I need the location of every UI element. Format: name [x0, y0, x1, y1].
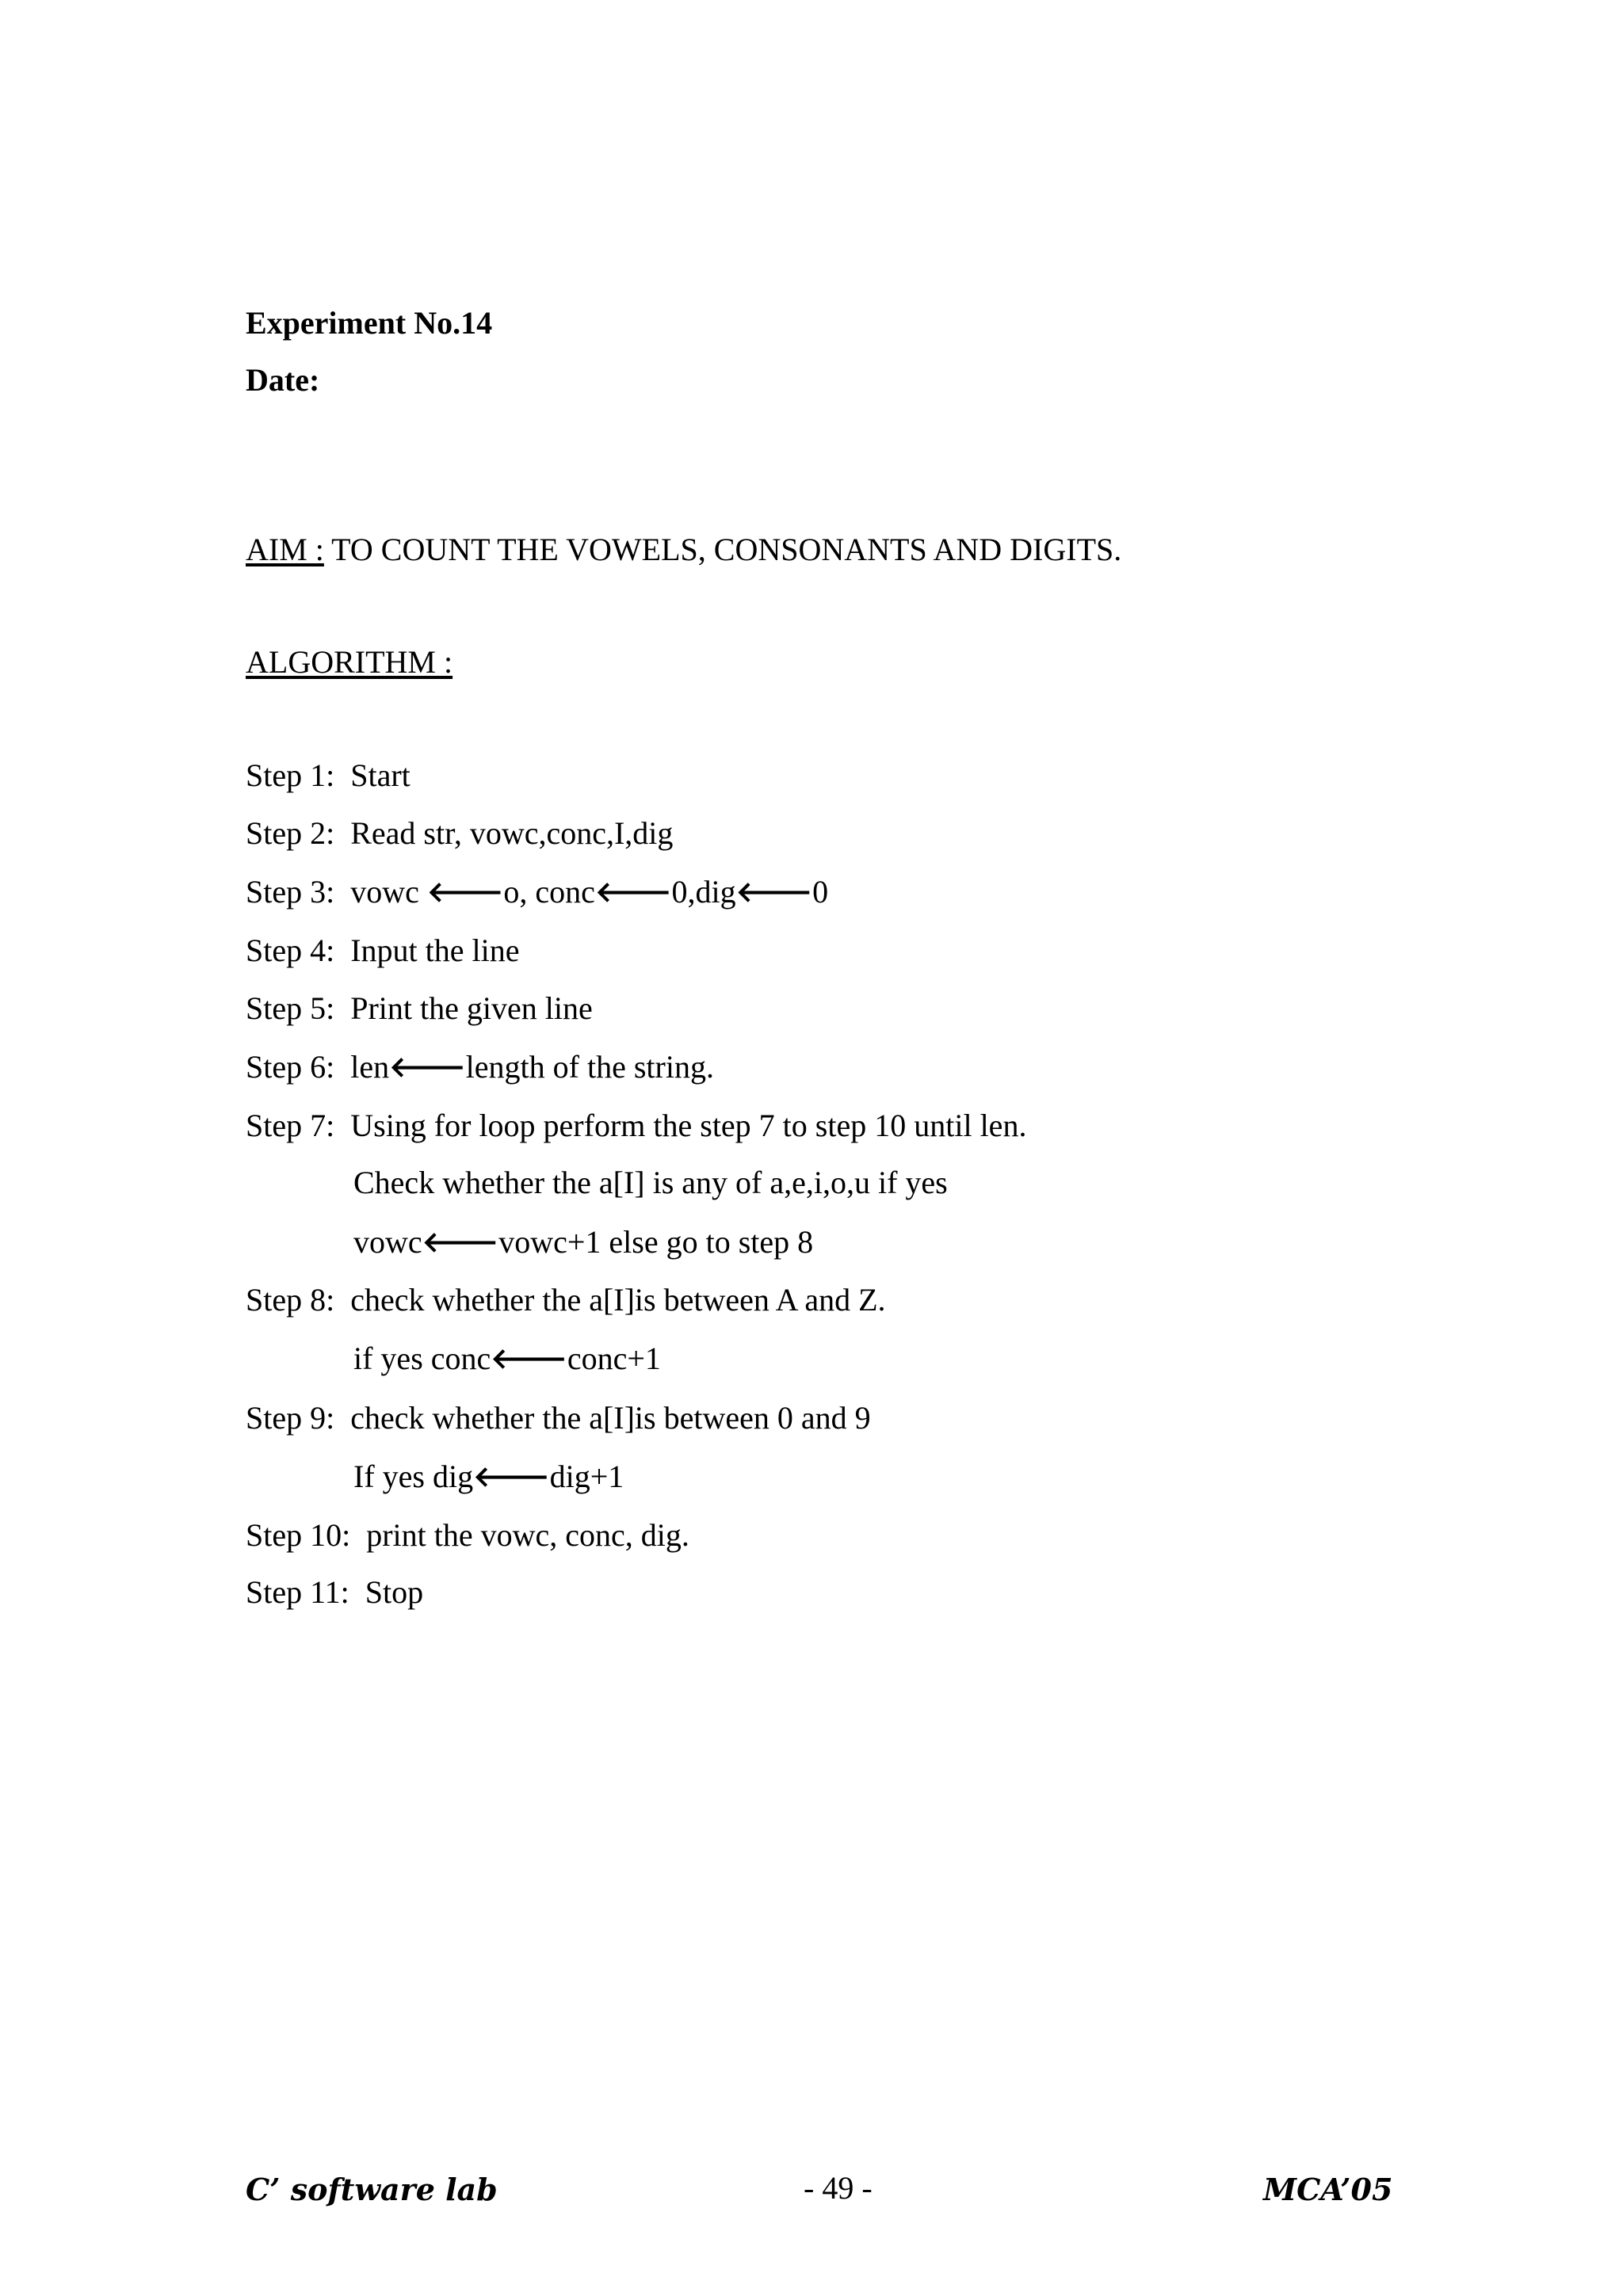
step-text: if yes conc — [353, 1341, 491, 1376]
page-number: - 49 - — [804, 2170, 873, 2206]
left-arrow-icon: 🡐 — [473, 1461, 550, 1493]
step-text: o, conc — [503, 874, 595, 910]
step-label: Step 5: — [246, 990, 335, 1026]
left-arrow-icon: 🡐 — [426, 876, 504, 909]
step-3 — [246, 873, 828, 912]
step-label: Step 8: — [246, 1282, 335, 1318]
step-9 — [246, 1399, 871, 1437]
step-9-continuation — [353, 1458, 624, 1497]
step-label: Step 9: — [246, 1400, 335, 1436]
step-6 — [246, 1048, 714, 1087]
left-arrow-icon: 🡐 — [735, 876, 813, 909]
step-11 — [246, 1573, 423, 1611]
step-text: 0,dig — [671, 874, 736, 910]
footer-left: C’ software lab — [246, 2172, 498, 2207]
step-text: If yes dig — [353, 1459, 474, 1494]
step-text: check whether the a[I]is between 0 and 9 — [350, 1400, 871, 1436]
step-label: Step 6: — [246, 1049, 335, 1085]
step-7-continuation-2 — [353, 1223, 813, 1262]
step-label: Step 2: — [246, 815, 335, 851]
step-label: Step 7: — [246, 1108, 335, 1143]
step-label: Step 10: — [246, 1517, 351, 1553]
step-text: check whether the a[I]is between A and Z. — [350, 1282, 886, 1318]
step-text: len — [350, 1049, 390, 1085]
step-label: Step 1: — [246, 757, 335, 793]
step-text: Stop — [365, 1574, 424, 1610]
step-8 — [246, 1281, 886, 1319]
step-text: dig+1 — [549, 1459, 624, 1494]
left-arrow-icon: 🡐 — [491, 1343, 567, 1375]
experiment-title: Experiment No.14 — [246, 305, 493, 341]
step-text: vowc — [350, 874, 427, 910]
step-text: Read str, vowc,conc,I,dig — [350, 815, 674, 851]
footer-right: MCA’05 — [1263, 2172, 1393, 2207]
step-8-continuation — [353, 1340, 661, 1379]
step-text: Start — [350, 757, 411, 793]
step-text: conc+1 — [567, 1341, 661, 1376]
aim-text: TO COUNT THE VOWELS, CONSONANTS AND DIGITS. — [331, 532, 1122, 567]
step-label: Step 11: — [246, 1574, 349, 1610]
step-text: vowc — [353, 1224, 422, 1260]
step-label: Step 4: — [246, 933, 335, 968]
step-text: Using for loop perform the step 7 to step 10 until len. — [350, 1108, 1027, 1143]
step-text: Print the given line — [350, 990, 593, 1026]
date-label: Date: — [246, 362, 320, 398]
step-label: Step 3: — [246, 874, 335, 910]
step-text: vowc+1 else go to step 8 — [498, 1224, 814, 1260]
left-arrow-icon: 🡐 — [422, 1226, 499, 1259]
aim-label: AIM : — [246, 532, 324, 567]
step-7 — [246, 1107, 1026, 1145]
step-2 — [246, 814, 673, 852]
step-1 — [246, 757, 411, 795]
step-10 — [246, 1516, 689, 1554]
step-text: Input the line — [350, 933, 520, 968]
step-5 — [246, 990, 593, 1028]
step-7-continuation-1: Check whether the a[I] is any of a,e,i,o,u if yes — [353, 1165, 948, 1200]
step-text: 0 — [812, 874, 829, 910]
step-4 — [246, 932, 520, 970]
aim-line — [246, 531, 1121, 569]
step-text: length of the string. — [465, 1049, 714, 1085]
left-arrow-icon: 🡐 — [594, 876, 672, 909]
left-arrow-icon: 🡐 — [389, 1051, 466, 1084]
step-text: print the vowc, conc, dig. — [366, 1517, 689, 1553]
algorithm-label: ALGORITHM : — [246, 644, 453, 680]
